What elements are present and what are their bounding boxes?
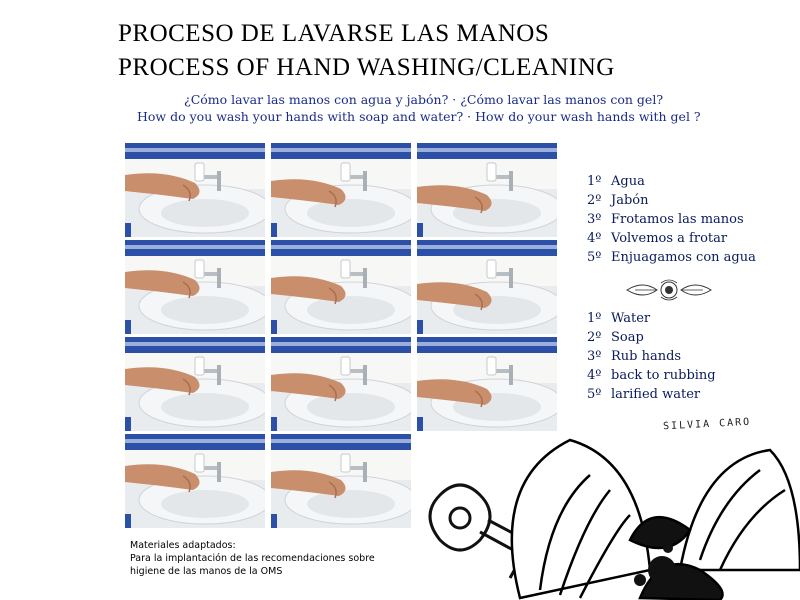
handwashing-photo-1 <box>125 143 265 237</box>
steps-list-english <box>587 309 716 404</box>
step-en-4: 4º back to rubbing <box>587 368 716 383</box>
title-spanish: PROCESO DE LAVARSE LAS MANOS <box>118 20 550 47</box>
artist-signature: SILVIA CARO <box>662 416 752 433</box>
handwashing-photo-7 <box>125 337 265 431</box>
handwashing-photo-3 <box>417 143 557 237</box>
step-es-1: 1º Agua <box>587 174 645 189</box>
handwashing-photo-9 <box>417 337 557 431</box>
subtitle-spanish: ¿Cómo lavar las manos con agua y jabón? · ¿Cómo lavar las manos con gel? <box>184 92 664 107</box>
step-en-2: 2º Soap <box>587 330 644 345</box>
source-note <box>130 539 375 578</box>
title-english: PROCESS OF HAND WASHING/CLEANING <box>118 54 615 81</box>
handwashing-photo-10 <box>125 434 265 528</box>
step-en-5: 5º larified water <box>587 387 701 402</box>
step-es-4: 4º Volvemos a frotar <box>587 231 728 246</box>
steps-list-spanish <box>587 172 756 267</box>
step-en-3: 3º Rub hands <box>587 349 682 364</box>
step-es-5: 5º Enjuagamos con agua <box>587 250 756 265</box>
note-line-2: Para la implantación de las recomendaciones sobre <box>130 553 375 564</box>
step-es-3: 3º Frotamos las manos <box>587 212 744 227</box>
note-line-1: Materiales adaptados: <box>130 540 236 551</box>
step-en-1: 1º Water <box>587 311 651 326</box>
ornament-divider-icon <box>623 278 715 302</box>
handwashing-photo-4 <box>125 240 265 334</box>
handwashing-photo-11 <box>271 434 411 528</box>
note-line-3: higiene de las manos de la OMS <box>130 566 283 577</box>
handwashing-photo-2 <box>271 143 411 237</box>
handwashing-photo-8 <box>271 337 411 431</box>
handwashing-photo-5 <box>271 240 411 334</box>
subtitle-english: How do you wash your hands with soap and water? · How do your wash hands with gel ? <box>137 109 701 124</box>
flower-key-illustration <box>400 420 800 600</box>
handwashing-photo-6 <box>417 240 557 334</box>
step-es-2: 2º Jabón <box>587 193 649 208</box>
